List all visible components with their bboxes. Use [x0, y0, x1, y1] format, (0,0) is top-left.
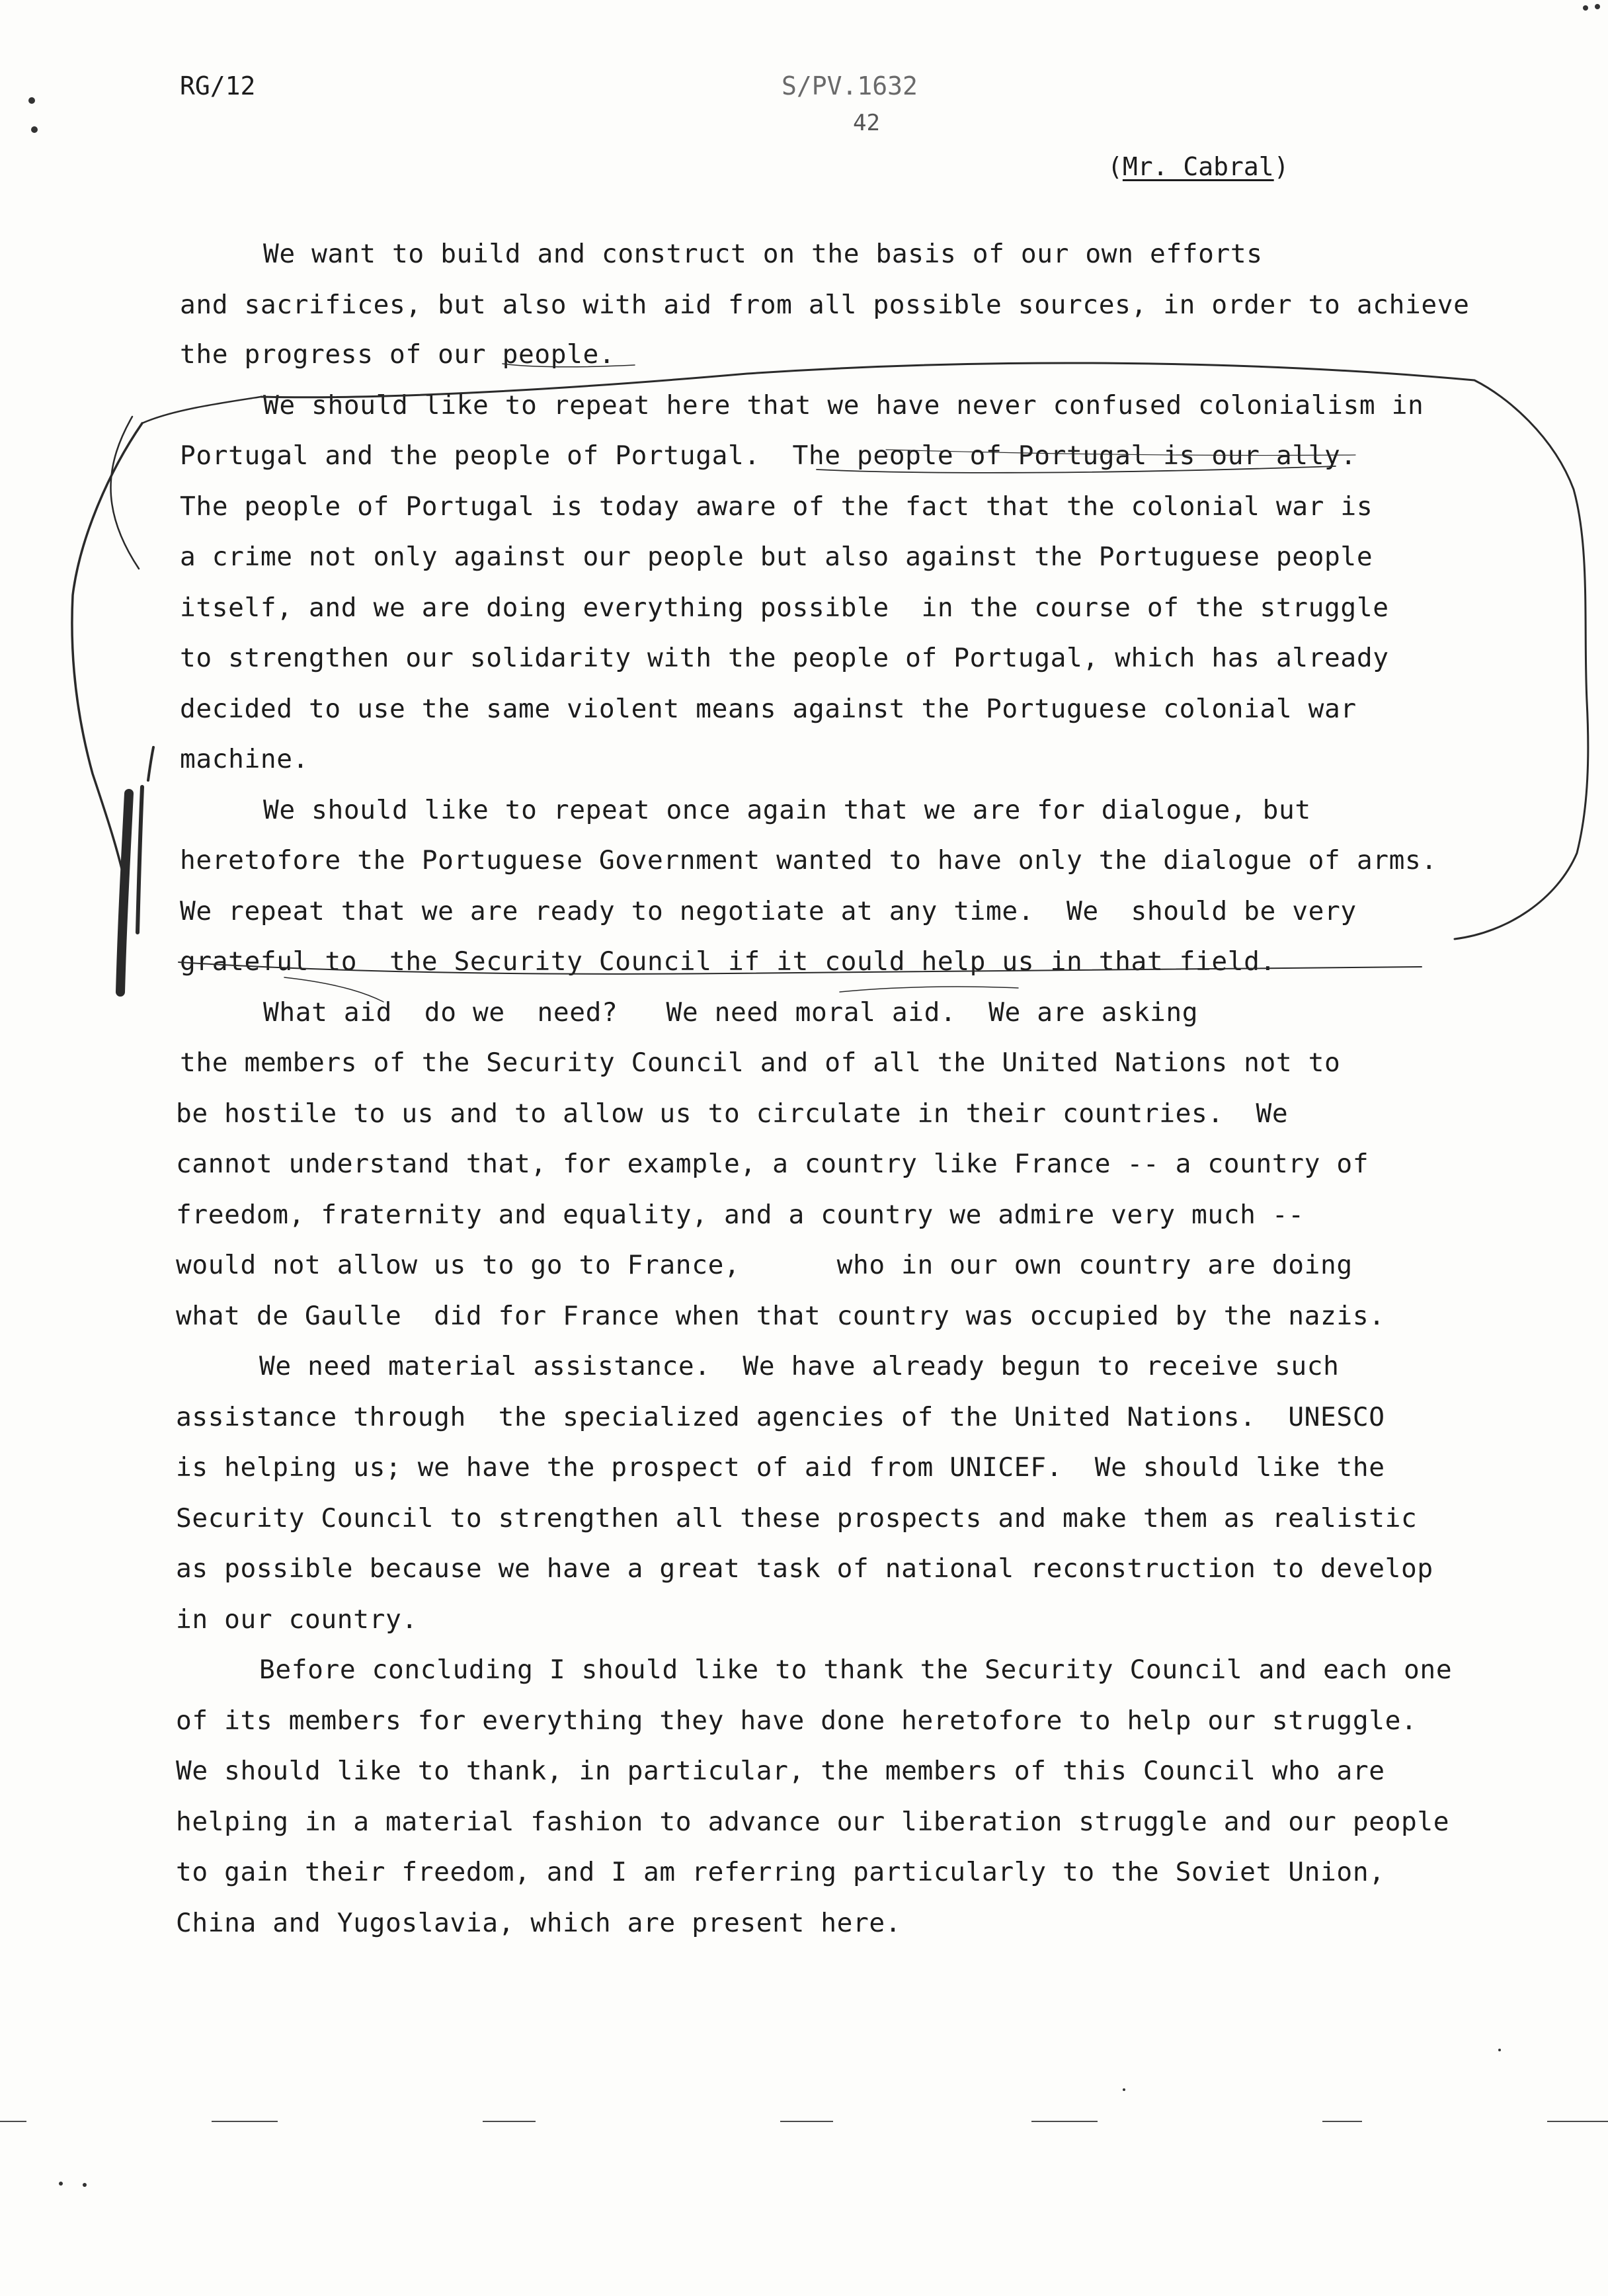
text-line: We should like to repeat here that we have never confused colonialism in: [263, 390, 1424, 421]
page-number: 42: [853, 110, 880, 136]
text-line: itself, and we are doing everything possible in the course of the struggle: [180, 593, 1389, 623]
text-line: cannot understand that, for example, a country like France -- a country of: [176, 1149, 1369, 1179]
text-line: the progress of our people.: [180, 339, 616, 370]
document-code: RG/12: [180, 71, 256, 101]
document-reference: S/PV.1632: [782, 71, 918, 101]
text-line: be hostile to us and to allow us to circulate in their countries. We: [176, 1098, 1289, 1129]
text-line: Portugal and the people of Portugal. The people of Portugal is our ally.: [180, 440, 1357, 471]
text-line: to strengthen our solidarity with the people of Portugal, which has already: [180, 643, 1389, 673]
text-line: Security Council to strengthen all these prospects and make them as realistic: [176, 1503, 1418, 1534]
scan-speck: [31, 126, 38, 133]
text-line: The people of Portugal is today aware of the fact that the colonial war is: [180, 491, 1373, 522]
text-line: decided to use the same violent means against the Portuguese colonial war: [180, 694, 1357, 724]
text-line: helping in a material fashion to advance our liberation struggle and our people: [176, 1807, 1450, 1837]
scan-speck: [28, 97, 35, 104]
text-line: China and Yugoslavia, which are present here.: [176, 1908, 902, 1938]
scan-speck: [1123, 2088, 1125, 2091]
text-line: heretofore the Portuguese Government wanted to have only the dialogue of arms.: [180, 845, 1437, 876]
text-line: of its members for everything they have done heretofore to help our struggle.: [176, 1705, 1418, 1736]
text-line: freedom, fraternity and equality, and a country we admire very much --: [176, 1200, 1305, 1230]
scan-speck: [1498, 2049, 1501, 2051]
text-line: Before concluding I should like to thank the Security Council and each one: [259, 1655, 1453, 1685]
text-line: the members of the Security Council and of all the United Nations not to: [180, 1047, 1341, 1078]
text-line: We should like to repeat once again that we are for dialogue, but: [263, 795, 1311, 825]
speaker-name: Mr. Cabral: [1122, 152, 1274, 181]
speaker-open-paren: (: [1107, 152, 1123, 181]
scan-speck: [1583, 5, 1588, 11]
text-line: in our country.: [176, 1604, 418, 1635]
text-line: We need material assistance. We have already begun to receive such: [259, 1351, 1340, 1381]
text-line: We repeat that we are ready to negotiate at any time. We should be very: [180, 896, 1357, 926]
text-line: and sacrifices, but also with aid from all possible sources, in order to achieve: [180, 290, 1470, 320]
text-line: We want to build and construct on the basis of our own efforts: [263, 239, 1263, 269]
text-line: We should like to thank, in particular, the members of this Council who are: [176, 1756, 1385, 1786]
scan-speck: [59, 2182, 63, 2186]
text-line: what de Gaulle did for France when that country was occupied by the nazis.: [176, 1301, 1385, 1331]
scan-speck: [83, 2183, 87, 2187]
scan-speck: [1595, 4, 1600, 9]
text-line: is helping us; we have the prospect of aid from UNICEF. We should like the: [176, 1452, 1385, 1483]
text-line: would not allow us to go to France, who in our own country are doing: [176, 1250, 1353, 1280]
text-line: as possible because we have a great task of national reconstruction to develop: [176, 1553, 1433, 1584]
speaker-close-paren: ): [1273, 152, 1289, 181]
text-line: assistance through the specialized agencies of the United Nations. UNESCO: [176, 1402, 1385, 1432]
text-line: What aid do we need? We need moral aid. We are asking: [263, 997, 1199, 1028]
text-line: machine.: [180, 744, 309, 774]
text-line: a crime not only against our people but also against the Portuguese people: [180, 542, 1373, 572]
text-line: to gain their freedom, and I am referring particularly to the Soviet Union,: [176, 1857, 1385, 1887]
text-line: grateful to the Security Council if it could help us in that field.: [180, 946, 1276, 977]
